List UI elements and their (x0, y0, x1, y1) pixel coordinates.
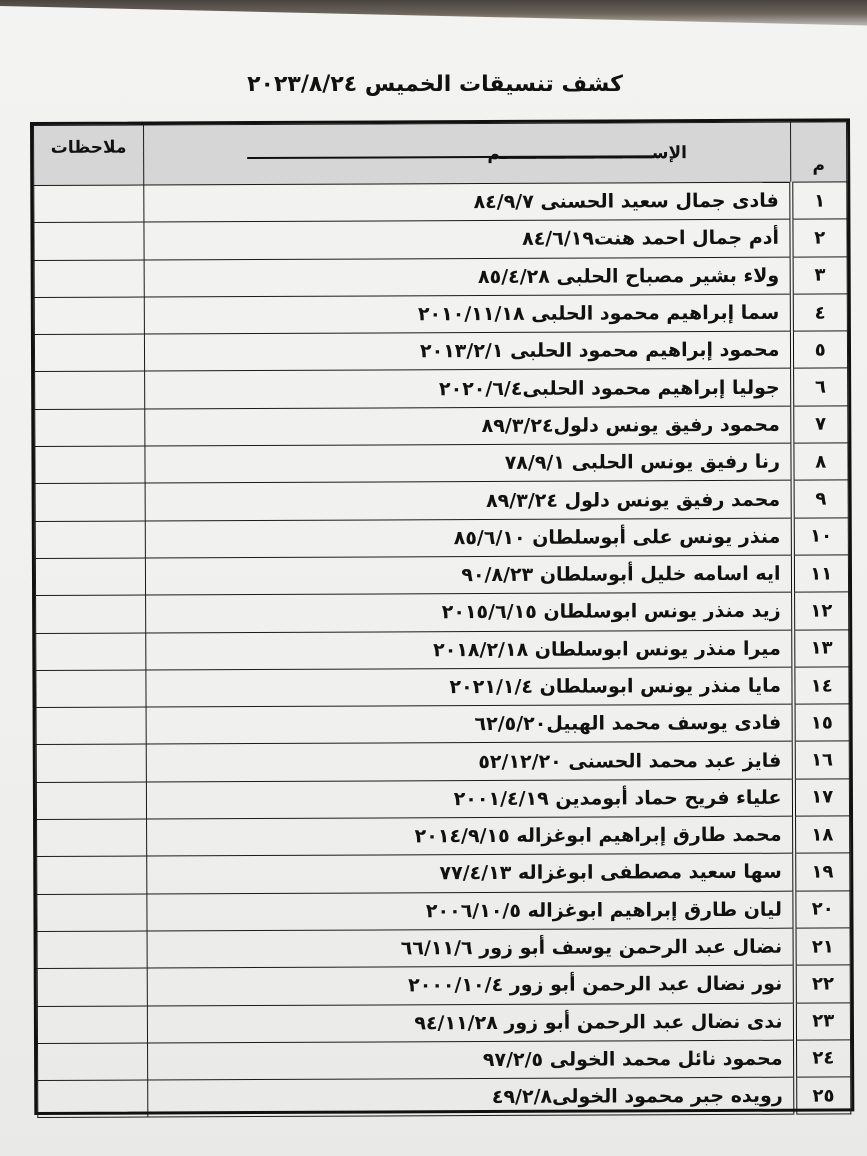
row-notes (35, 371, 145, 409)
row-number: ٤ (791, 294, 847, 332)
row-number: ٨ (792, 443, 848, 481)
row-notes (35, 483, 145, 521)
row-notes (35, 409, 145, 447)
row-name: منذر يونس على أبوسلطان ٨٥/٦/١٠ (145, 518, 792, 558)
row-name: نور نضال عبد الرحمن أبو زور ٢٠٠٠/١٠/٤ (147, 965, 794, 1005)
row-number: ٦ (792, 368, 848, 406)
table-row (34, 331, 847, 372)
row-number: ١٣ (793, 629, 849, 667)
row-name: فادى جمال سعيد الحسنى ٨٤/٩/٧ (144, 182, 791, 222)
row-notes (36, 707, 146, 745)
row-name: فادى يوسف محمد الهبيل٦٢/٥/٢٠ (146, 704, 793, 744)
row-name: سها سعيد مصطفى ابوغزاله ٧٧/٤/١٣ (147, 854, 794, 894)
table-row (36, 704, 849, 745)
row-notes (36, 744, 146, 782)
row-notes (34, 222, 144, 260)
row-name: ايه اسامه خليل أبوسلطان ٩٠/٨/٢٣ (145, 555, 792, 595)
table-row (35, 443, 848, 484)
row-name: محمود إبراهيم محمود الحلبى ٢٠١٣/٢/١ (144, 331, 791, 371)
header-notes: ملاحظات (34, 125, 144, 185)
row-notes (37, 894, 147, 932)
row-notes (37, 1006, 147, 1044)
row-number: ٢٣ (794, 1002, 850, 1040)
row-number: ١٨ (794, 816, 850, 854)
row-number: ١١ (792, 555, 848, 593)
row-number: ١٩ (794, 853, 850, 891)
row-number: ٩ (792, 480, 848, 518)
row-name: رويده جبر محمود الخولى٤٩/٢/٨ (148, 1077, 795, 1117)
row-number: ٢٥ (795, 1077, 851, 1115)
row-name: ندى نضال عبد الرحمن أبو زور ٩٤/١١/٢٨ (147, 1003, 794, 1043)
row-number: ١٦ (793, 741, 849, 779)
row-number: ٢٠ (794, 891, 850, 929)
table-body (34, 182, 851, 1118)
row-name: رنا رفيق يونس الحلبى ٧٨/٩/١ (145, 443, 792, 483)
table-row (38, 1077, 851, 1118)
table-row (34, 294, 847, 335)
table-row (35, 555, 848, 596)
row-name: ولاء بشير مصباح الحلبى ٨٥/٤/٢٨ (144, 257, 791, 297)
table-row (35, 518, 848, 559)
row-notes (36, 633, 146, 671)
row-name: محمود رفيق يونس دلول٨٩/٣/٢٤ (145, 406, 792, 446)
row-name: محمد رفيق يونس دلول ٨٩/٣/٢٤ (145, 481, 792, 521)
table-row (36, 629, 849, 670)
row-notes (37, 968, 147, 1006)
table-row (36, 741, 849, 782)
table-header-row (34, 122, 847, 186)
row-number: ١ (791, 182, 847, 220)
row-number: ٢٢ (794, 965, 850, 1003)
row-notes (34, 185, 144, 223)
table-row (37, 891, 850, 932)
row-name: محمد طارق إبراهيم ابوغزاله ٢٠١٤/٩/١٥ (147, 816, 794, 856)
row-name: سما إبراهيم محمود الحلبى ٢٠١٠/١١/١٨ (144, 294, 791, 334)
row-name: زيد منذر يونس ابوسلطان ٢٠١٥/٦/١٥ (146, 592, 793, 632)
table-row (37, 853, 850, 894)
row-number: ٢ (791, 219, 847, 257)
row-name: محمود نائل محمد الخولى ٩٧/٢/٥ (148, 1040, 795, 1080)
table-row (36, 779, 849, 820)
table-row (35, 368, 848, 409)
row-notes (38, 1043, 148, 1081)
row-number: ٢٤ (795, 1040, 851, 1078)
row-notes (35, 446, 145, 484)
row-name: مايا منذر يونس ابوسلطان ٢٠٢١/١/٤ (146, 667, 793, 707)
header-name (144, 122, 791, 185)
row-notes (36, 595, 146, 633)
table-row (36, 667, 849, 708)
row-number: ٥ (791, 331, 847, 369)
row-number: ١٤ (793, 667, 849, 705)
table-row (37, 816, 850, 857)
row-notes (34, 334, 144, 372)
row-number: ٢١ (794, 928, 850, 966)
row-name: أدم جمال احمد هنت٨٤/٦/١٩ (144, 219, 791, 259)
table-row (37, 965, 850, 1006)
row-notes (36, 782, 146, 820)
header-number: م (791, 122, 847, 182)
row-notes (38, 1080, 148, 1118)
table-row (35, 480, 848, 521)
table-row (35, 406, 848, 447)
row-number: ١٠ (792, 518, 848, 556)
table-row (38, 1040, 851, 1081)
row-notes (36, 670, 146, 708)
names-table (33, 121, 851, 1118)
table-row (37, 1002, 850, 1043)
row-number: ١٥ (793, 704, 849, 742)
row-number: ٣ (791, 257, 847, 295)
row-name: علياء فريح حماد أبومدين ٢٠٠١/٤/١٩ (146, 779, 793, 819)
row-name: جوليا إبراهيم محمود الحلبى٢٠٢٠/٦/٤ (145, 369, 792, 409)
row-notes (37, 931, 147, 969)
row-name: ليان طارق إبراهيم ابوغزاله ٢٠٠٦/١٠/٥ (147, 891, 794, 931)
row-number: ٧ (792, 406, 848, 444)
row-notes (35, 521, 145, 559)
page-title: كشف تنسيقات الخميس ٢٠٢٣/٨/٢٤ (247, 72, 623, 97)
table-row (36, 592, 849, 633)
row-number: ١٧ (793, 779, 849, 817)
table-row (34, 182, 847, 223)
row-name: ميرا منذر يونس ابوسلطان ٢٠١٨/٢/١٨ (146, 630, 793, 670)
row-name: فايز عبد محمد الحسنى ٥٢/١٢/٢٠ (146, 742, 793, 782)
row-notes (34, 297, 144, 335)
row-number: ١٢ (793, 592, 849, 630)
row-notes (37, 856, 147, 894)
row-name: نضال عبد الرحمن يوسف أبو زور ٦٦/١١/٦ (147, 928, 794, 968)
row-notes (35, 558, 145, 596)
header-name-label: الإســــــــــــــــــــــــــم (247, 143, 687, 165)
row-notes (34, 260, 144, 298)
table-row (37, 928, 850, 969)
row-notes (37, 819, 147, 857)
table-row (34, 257, 847, 298)
names-table-frame (30, 118, 854, 1115)
table-row (34, 219, 847, 260)
